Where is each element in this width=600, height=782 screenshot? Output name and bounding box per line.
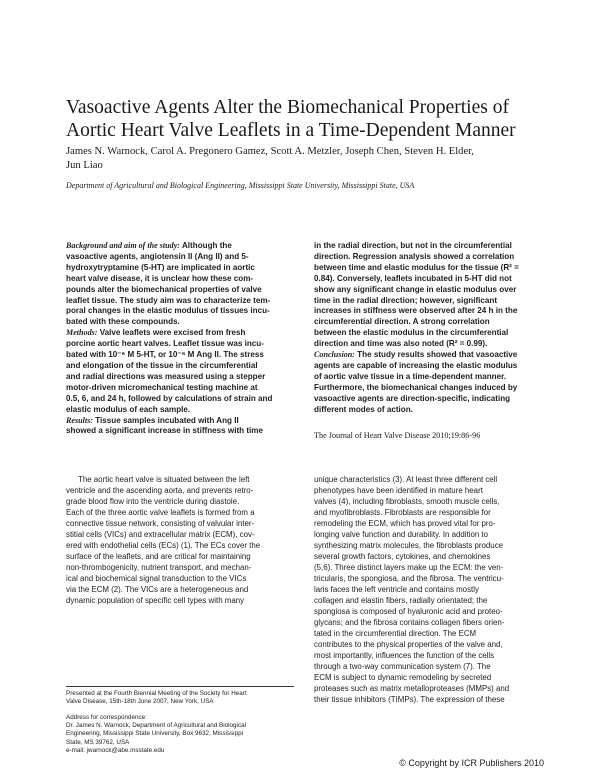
- body-line: synthesizing matrix molecules, the fibroblasts produce: [314, 541, 504, 550]
- body-line: tricularis, the spongiosa, and the fibrosa. The ventricu-: [314, 574, 504, 583]
- abstract-line: agents are capable of increasing the elastic modulus: [314, 360, 518, 370]
- body-line: unique characteristics (3). At least three different cell: [314, 475, 498, 484]
- abstract-line: heart valve disease, it is unclear how these com-: [66, 273, 254, 283]
- abstract-line: time in the radial direction; however, significant: [314, 295, 498, 305]
- body-line: longing valve function and durability. In addition to: [314, 530, 489, 539]
- body-line: ventricle and the ascending aorta, and prevents retro-: [66, 486, 254, 495]
- abstract-line: 0.84). Conversely, leaflets incubated in 5-HT did not: [314, 273, 512, 283]
- body-line: stitial cells (VICs) and extracellular matrix (ECM), cov-: [66, 530, 255, 539]
- abstract-line: pounds alter the biomechanical properties of valve: [66, 284, 262, 294]
- abstract-line: increases in stiffness were observed after 24 h in the: [314, 306, 518, 316]
- abstract-line: between the elastic modulus in the circumferential: [314, 328, 509, 338]
- abstract-line: vasoactive agents are direction-specific, indicating: [314, 393, 511, 403]
- body-line: surface of the leaflets, and are critical for maintaining: [66, 552, 251, 561]
- footnote-line: Valve Disease, 15th-18th June 2007, New York, USA: [66, 698, 214, 706]
- abstract-line: and elongation of the tissue in the circumferential: [66, 360, 258, 370]
- abstract-line: leaflet tissue. The study aim was to characterize tem-: [66, 295, 271, 305]
- abstract-line: of aortic valve tissue in a time-dependent manner.: [314, 371, 507, 381]
- correspondence-email[interactable]: e-mail: jwarnock@abe.msstate.edu: [66, 746, 165, 754]
- abstract-line: The study results showed that vasoactive: [354, 350, 518, 360]
- abstract-line: Furthermore, the biomechanical changes induced by: [314, 382, 518, 392]
- abstract-line: different modes of action.: [314, 404, 413, 414]
- author-list: [66, 145, 546, 173]
- abstract-line: hydroxytryptamine (5-HT) are implicated in aortic: [66, 262, 255, 272]
- footnote-line: Address for correspondence:: [66, 714, 147, 721]
- abstract-line: showed a significant increase in stiffness with time: [66, 426, 263, 436]
- background-label: Background and aim of the study:: [66, 241, 181, 250]
- abstract-line: show any significant change in elastic modulus over: [314, 284, 517, 294]
- body-right-column: [314, 474, 544, 705]
- body-line: glycans; and the fibrosa contains collagen fibers orien-: [314, 618, 505, 627]
- methods-label: Methods:: [66, 328, 98, 338]
- footnote-presented: [66, 690, 247, 706]
- abstract-line: direction and time was also noted (R² = 0.99).: [314, 339, 488, 349]
- body-line: grade blood flow into the ventricle during diastole.: [66, 497, 240, 506]
- authors-line-1: James N. Warnock, Carol A. Pregonero Gamez, Scott A. Metzler, Joseph Chen, Steven H. Elder,: [66, 146, 474, 157]
- abstract-line: direction. Regression analysis showed a correlation: [314, 251, 515, 261]
- body-line: remodeling the ECM, which has proved vital for pro-: [314, 519, 496, 528]
- title-line-1: Vasoactive Agents Alter the Biomechanical Properties of: [66, 97, 509, 118]
- body-line: collagen and elastin fibers, radially orientated; the: [314, 596, 488, 605]
- body-line: valves (4), including fibroblasts, smooth muscle cells,: [314, 497, 500, 506]
- abstract-line: bated with 10⁻⁶ M 5-HT, or 10⁻⁶ M Ang II. The stress: [66, 350, 264, 360]
- body-line: their tissue inhibitors (TIMPs). The expression of these: [314, 695, 505, 704]
- body-line: and myofibroblasts. Fibroblasts are responsible for: [314, 508, 491, 517]
- footnote-line: Dr. James N. Warnock, Department of Agricultural and Biological: [66, 722, 247, 730]
- abstract-line: 0.5, 6, and 24 h, followed by calculations of strain and: [66, 393, 273, 403]
- footnote-divider: [66, 686, 294, 687]
- abstract-line: between time and elastic modulus for the tissue (R² =: [314, 262, 519, 272]
- body-line: ical and biochemical signal transduction to the VICs: [66, 574, 247, 583]
- body-line: through a two-way communication system (7). The: [314, 662, 491, 671]
- footnote-correspondence: [66, 714, 246, 755]
- abstract-line: elastic modulus of each sample.: [66, 404, 191, 414]
- journal-reference: The Journal of Heart Valve Disease 2010;19:86-96: [314, 431, 481, 440]
- body-line: via the ECM (2). The VICs are a heterogeneous and: [66, 585, 249, 594]
- body-line: laris faces the left ventricle and contains mostly: [314, 585, 479, 594]
- body-line: spongiosa is composed of hyaluronic acid and proteo-: [314, 607, 503, 616]
- body-line: (5,6). Three distinct layers make up the ECM: the ven-: [314, 563, 504, 572]
- results-label: Results:: [66, 415, 93, 425]
- abstract-line: in the radial direction, but not in the circumferential: [314, 241, 512, 250]
- conclusion-label: Conclusion:: [314, 350, 355, 360]
- body-line: connective tissue network, consisting of valvular inter-: [66, 519, 255, 528]
- body-line: Each of the three aortic valve leaflets is formed from a: [66, 508, 255, 517]
- abstract-line: vasoactive agents, angiotensin II (Ang II) and 5-: [66, 251, 249, 261]
- abstract-line: Tissue samples incubated with Ang II: [93, 415, 239, 425]
- body-line: non-thrombogenicity, nutrient transport, and mechan-: [66, 563, 252, 572]
- body-line: several growth factors, cytokines, and chemokines: [314, 552, 491, 561]
- body-line: contributes to the physical properties of the valve and,: [314, 640, 503, 649]
- footnote-line: Presented at the Fourth Biennial Meeting of the Society for Heart: [66, 690, 247, 697]
- body-line: ered with endothelial cells (ECs) (1). The ECs cover the: [66, 541, 261, 550]
- footnote-line: State, MS 39762, USA: [66, 738, 130, 746]
- abstract-line: and radial directions was measured using a stepper: [66, 371, 266, 381]
- abstract-line: Although the: [180, 241, 232, 250]
- title-line-2: Aortic Heart Valve Leaflets in a Time-Dependent Manner: [66, 120, 516, 141]
- body-line: most importantly, influences the function of the cells: [314, 651, 495, 660]
- body-line: tated in the circumferential direction. The ECM: [314, 629, 477, 638]
- footnote-line: Engineering, Mississippi State University, Box 9632, Mississippi: [66, 730, 243, 738]
- affiliation: Department of Agricultural and Biological Engineering, Mississippi State University, Mississippi State, USA: [66, 181, 415, 190]
- body-left-column: [66, 474, 296, 606]
- body-line: proteases such as matrix metalloproteases (MMPs) and: [314, 684, 510, 693]
- abstract-left-column: [66, 241, 294, 437]
- abstract-right-column: [314, 241, 542, 416]
- abstract-line: poral changes in the elastic modulus of tissues incu-: [66, 306, 270, 316]
- copyright-notice: © Copyright by ICR Publishers 2010: [399, 758, 544, 768]
- body-line: dynamic population of specific cell types with many: [66, 596, 245, 605]
- abstract-line: Valve leaflets were excised from fresh: [97, 328, 246, 338]
- abstract-line: motor-driven micromechanical testing machine at: [66, 382, 258, 392]
- abstract-line: bated with these compounds.: [66, 317, 180, 327]
- abstract-line: circumferential direction. A strong correlation: [314, 317, 490, 327]
- body-line: phenotypes have been identified in mature heart: [314, 486, 483, 495]
- authors-line-2: Jun Liao: [66, 160, 103, 171]
- body-line: ECM is subject to dynamic remodeling by secreted: [314, 673, 492, 682]
- abstract-line: porcine aortic heart valves. Leaflet tissue was incu-: [66, 339, 264, 349]
- article-title: [66, 96, 546, 142]
- body-line: The aortic heart valve is situated between the left: [78, 475, 250, 484]
